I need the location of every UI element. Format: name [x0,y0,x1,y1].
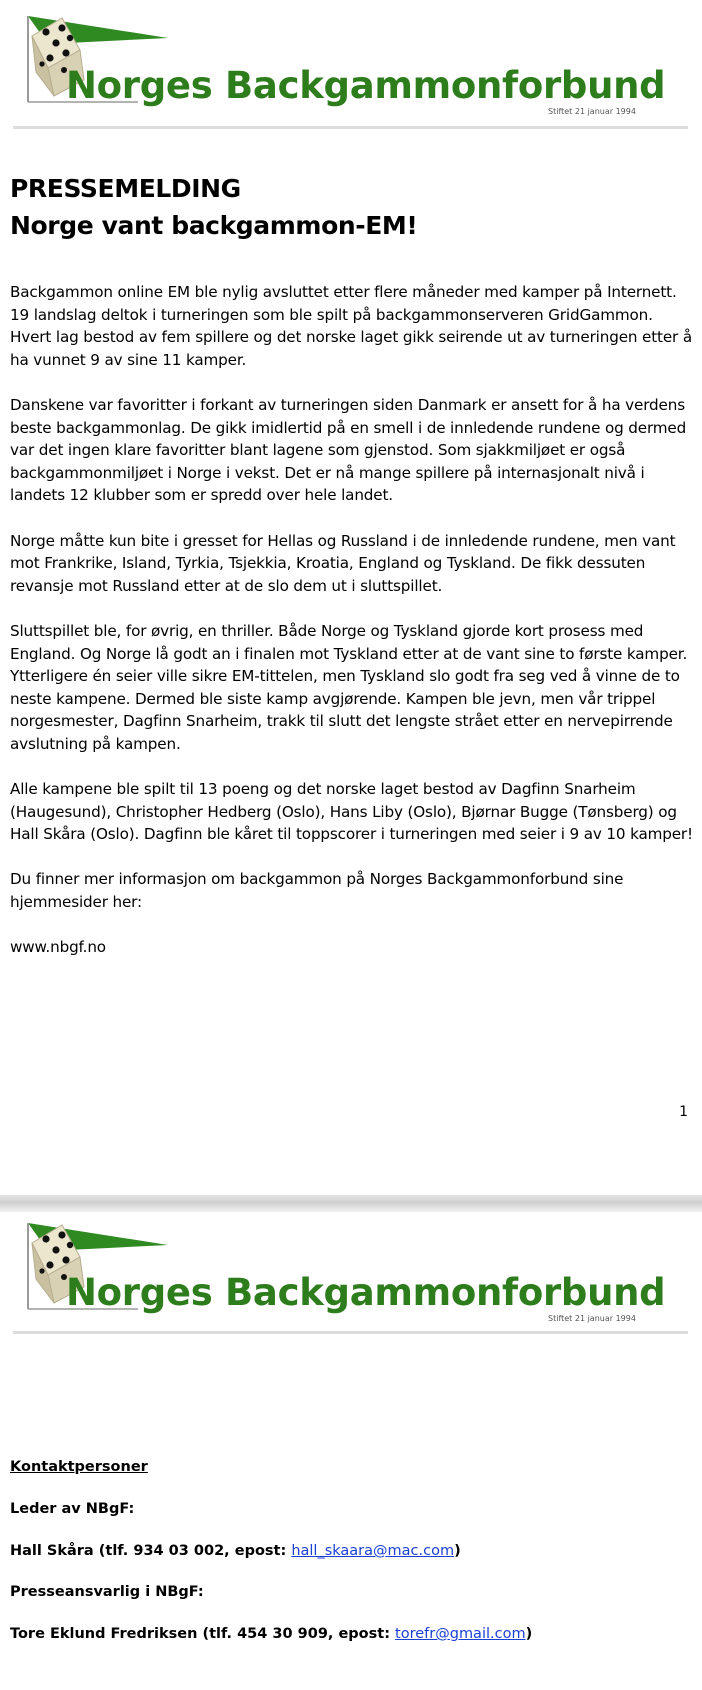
document-page-2 [0,1212,702,1690]
headline: Norge vant backgammon-EM! [10,211,418,240]
paragraph: Norge måtte kun bite i gresset for Hellas og Russland i de innledende rundene, men vant mot Frankrike, Island, Tyrkia, Tsjekkia, Kroatia, England og Tyskland. De fikk dessuten revansje mot Russland etter at de slo dem ut i sluttspillet. [10,531,676,595]
paragraph: Danskene var favoritter i forkant av turneringen siden Danmark er ansett for å ha verdens beste backgammonlag. De gikk imidlertid på en smell i de innledende rundene og dermed var det ingen klare favoritter blant lagene som gjenstod. Som sjakkmiljøet er også backgammonmiljøet i Norge i vekst. Det er nå mange spillere på internasjonalt nivå i landets 12 klubber som er spredd over hele landet. [10,395,687,505]
paragraph: Backgammon online EM ble nylig avsluttet etter flere måneder med kamper på Internett. 19 landslag deltok i turneringen som ble spilt på backgammonserveren GridGammon. Hvert lag bestod av fem spillere og det norske laget gikk seirende ut av turneringen etter å ha vunnet 9 av sine 11 kamper. [10,283,692,369]
logo-tagline: Stiftet 21 januar 1994 [548,1314,636,1323]
paragraph: Alle kampene ble spilt til 13 poeng og det norske laget bestod av Dagfinn Snarheim (Haugesund), Christopher Hedberg (Oslo), Hans Liby (Oslo), Bjørnar Bugge (Tønsberg) og Hall Skåra (Oslo). Dagfinn ble kåret til toppscorer i turneringen med seier i 9 av 10 kamper! [10,780,693,844]
leader-contact-suffix: ) [454,1543,461,1559]
header-divider [13,126,688,129]
paragraph: Du finner mer informasjon om backgammon på Norges Backgammonforbund sine hjemmesider her: [10,870,624,912]
contacts-heading: Kontaktpersoner [10,1459,148,1475]
logo-title: Norges Backgammonforbund [66,1271,666,1314]
leader-label: Leder av NBgF: [10,1501,135,1517]
header-divider [13,1331,688,1334]
leader-contact-text: Hall Skåra (tlf. 934 03 002, epost: [10,1543,292,1559]
leader-contact [10,1543,461,1559]
press-contact-email-link[interactable]: torefr@gmail.com [395,1626,526,1642]
logo-title: Norges Backgammonforbund [66,64,666,107]
page-break [0,1195,702,1212]
article-body [10,281,694,981]
press-contact-label: Presseansvarlig i NBgF: [10,1584,204,1600]
logo-tagline: Stiftet 21 januar 1994 [548,107,636,116]
press-contact [10,1626,532,1642]
press-contact-suffix: ) [525,1626,533,1642]
page-number: 1 [679,1104,688,1120]
paragraph: Sluttspillet ble, for øvrig, en thriller. Både Norge og Tyskland gjorde kort prosess med England. Og Norge lå godt an i finalen mot Tyskland etter at de vant sine to første kamper. Ytterligere én seier ville sikre EM-tittelen, men Tyskland slo godt fra seg ved å vinne de to neste kampene. Dermed ble siste kamp avgjørende. Kampen ble jevn, men vår trippel norgesmester, Dagfinn Snarheim, trakk til slutt det lengste strået etter en nervepirrende avslutning på kampen. [10,621,688,753]
letterhead-logo [0,0,702,140]
letterhead-logo [0,1212,702,1352]
leader-email-link[interactable]: hall_skaara@mac.com [291,1543,455,1559]
press-contact-text: Tore Eklund Fredriksen (tlf. 454 30 909, epost: [10,1626,396,1642]
press-release-label: PRESSEMELDING [10,174,241,203]
website-url: www.nbgf.no [10,938,106,957]
